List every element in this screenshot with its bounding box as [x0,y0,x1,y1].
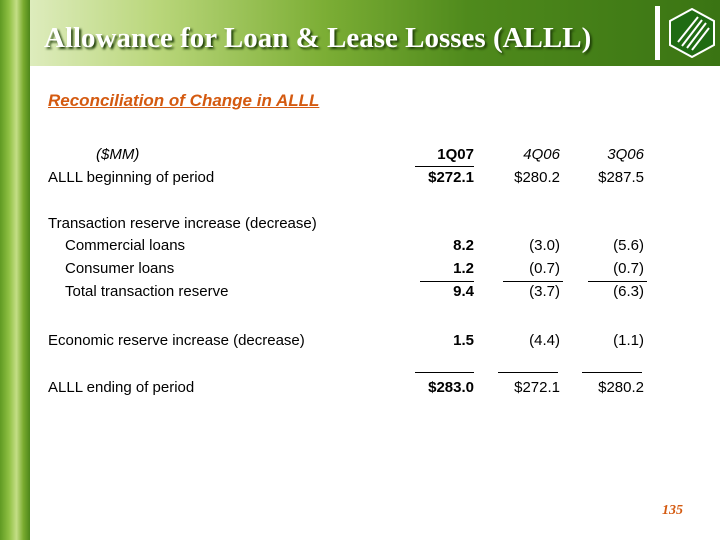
cell-value: $283.0 [428,379,474,396]
cell-value: $287.5 [598,169,644,186]
cell-value: $272.1 [428,169,474,186]
row-label: ALLL beginning of period [48,169,215,186]
page-number: 135 [662,503,683,518]
total-rule [498,372,558,373]
cell-value: (1.1) [613,332,644,349]
cell-value: 9.4 [453,283,474,300]
column-header-3q06: 3Q06 [607,146,644,163]
cell-value: 1.2 [453,260,474,277]
bank-logo-icon [668,8,716,58]
subtotal-rule [588,281,647,282]
total-rule [582,372,642,373]
left-accent-bar [0,0,30,540]
total-rule [415,372,474,373]
column-header-1q07: 1Q07 [437,146,474,163]
row-label: Commercial loans [65,237,186,254]
cell-value: (4.4) [529,332,560,349]
cell-value: (3.0) [529,237,560,254]
cell-value: 1.5 [453,332,474,349]
header-divider [655,6,660,60]
subtotal-rule [503,281,563,282]
unit-label: ($MM) [96,146,140,163]
cell-value: (5.6) [613,237,644,254]
cell-value: (0.7) [613,260,644,277]
cell-value: 8.2 [453,237,474,254]
row-label: Total transaction reserve [65,283,229,300]
cell-value: $272.1 [514,379,560,396]
slide-title: Allowance for Loan & Lease Losses (ALLL) [44,22,592,54]
row-label: ALLL ending of period [48,379,195,396]
row-label: Consumer loans [65,260,175,277]
subtotal-rule [420,281,474,282]
cell-value: $280.2 [514,169,560,186]
slide-subtitle: Reconciliation of Change in ALLL [48,91,320,110]
cell-value: (6.3) [613,283,644,300]
header-rule [415,166,474,167]
section-label: Transaction reserve increase (decrease) [48,215,317,232]
cell-value: $280.2 [598,379,644,396]
column-header-4q06: 4Q06 [523,146,560,163]
cell-value: (0.7) [529,260,560,277]
cell-value: (3.7) [529,283,560,300]
row-label: Economic reserve increase (decrease) [48,332,305,349]
